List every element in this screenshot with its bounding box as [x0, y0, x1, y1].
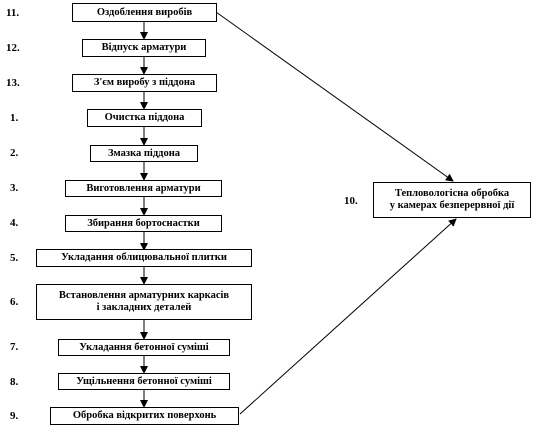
step-box-concrete-placing — [58, 339, 230, 356]
step-box-concrete-compaction — [58, 373, 230, 390]
step-label-formwork-assembly: Збирання бортоснастки — [87, 217, 200, 229]
step-label-heat-moisture-line2: у камерах безперервної дії — [389, 200, 515, 211]
step-label-concrete-compaction: Ущільнення бетонної суміші — [76, 375, 212, 387]
step-number-1: 1. — [10, 112, 19, 124]
arrow-11-to-10 — [216, 12, 453, 181]
step-label-concrete-placing: Укладання бетонної суміші — [79, 341, 209, 353]
step-box-pallet-lubrication — [90, 145, 198, 162]
step-label-heat-moisture-line1: Тепловологісна обробка — [394, 188, 510, 199]
step-box-surface-treatment — [50, 407, 239, 425]
step-number-4: 4. — [10, 217, 19, 229]
step-label-prestress-release: Відпуск арматури — [101, 42, 187, 53]
step-label-pallet-cleaning: Очистка піддона — [104, 112, 185, 123]
step-number-11: 11. — [6, 7, 20, 19]
step-number-2: 2. — [10, 147, 19, 159]
step-label-cage-installation-line1: Встановлення арматурних каркасів — [58, 290, 230, 301]
arrow-9-to-10 — [240, 219, 456, 414]
step-number-3: 3. — [10, 182, 19, 194]
step-box-cage-installation — [36, 284, 252, 320]
step-box-pallet-cleaning — [87, 109, 202, 127]
step-label-tile-laying: Укладання облицювальної плитки — [61, 252, 227, 263]
step-number-7: 7. — [10, 341, 19, 353]
step-label-cage-installation-line2: і закладних деталей — [96, 302, 192, 313]
step-number-5: 5. — [10, 252, 19, 264]
step-label-reinforcement-making: Виготовлення арматури — [86, 182, 201, 194]
step-box-formwork-assembly — [65, 215, 222, 232]
step-number-6: 6. — [10, 296, 19, 308]
step-label-finishing: Оздоблення виробів — [96, 6, 193, 18]
step-box-product-removal — [72, 74, 217, 92]
step-box-prestress-release — [82, 39, 206, 57]
step-number-8: 8. — [10, 376, 19, 388]
step-number-12: 12. — [6, 42, 20, 54]
step-number-9: 9. — [10, 410, 19, 422]
step-label-surface-treatment: Обробка відкритих поверхонь — [72, 410, 217, 421]
step-label-product-removal: З'єм виробу з піддона — [93, 77, 196, 88]
step-box-tile-laying — [36, 249, 252, 267]
step-number-13: 13. — [6, 77, 20, 89]
step-box-heat-moisture-treatment — [373, 182, 531, 218]
step-label-pallet-lubrication: Змазка піддона — [108, 147, 180, 159]
step-number-10: 10. — [344, 195, 358, 207]
step-box-finishing — [72, 3, 217, 22]
step-box-reinforcement-making — [65, 180, 222, 197]
